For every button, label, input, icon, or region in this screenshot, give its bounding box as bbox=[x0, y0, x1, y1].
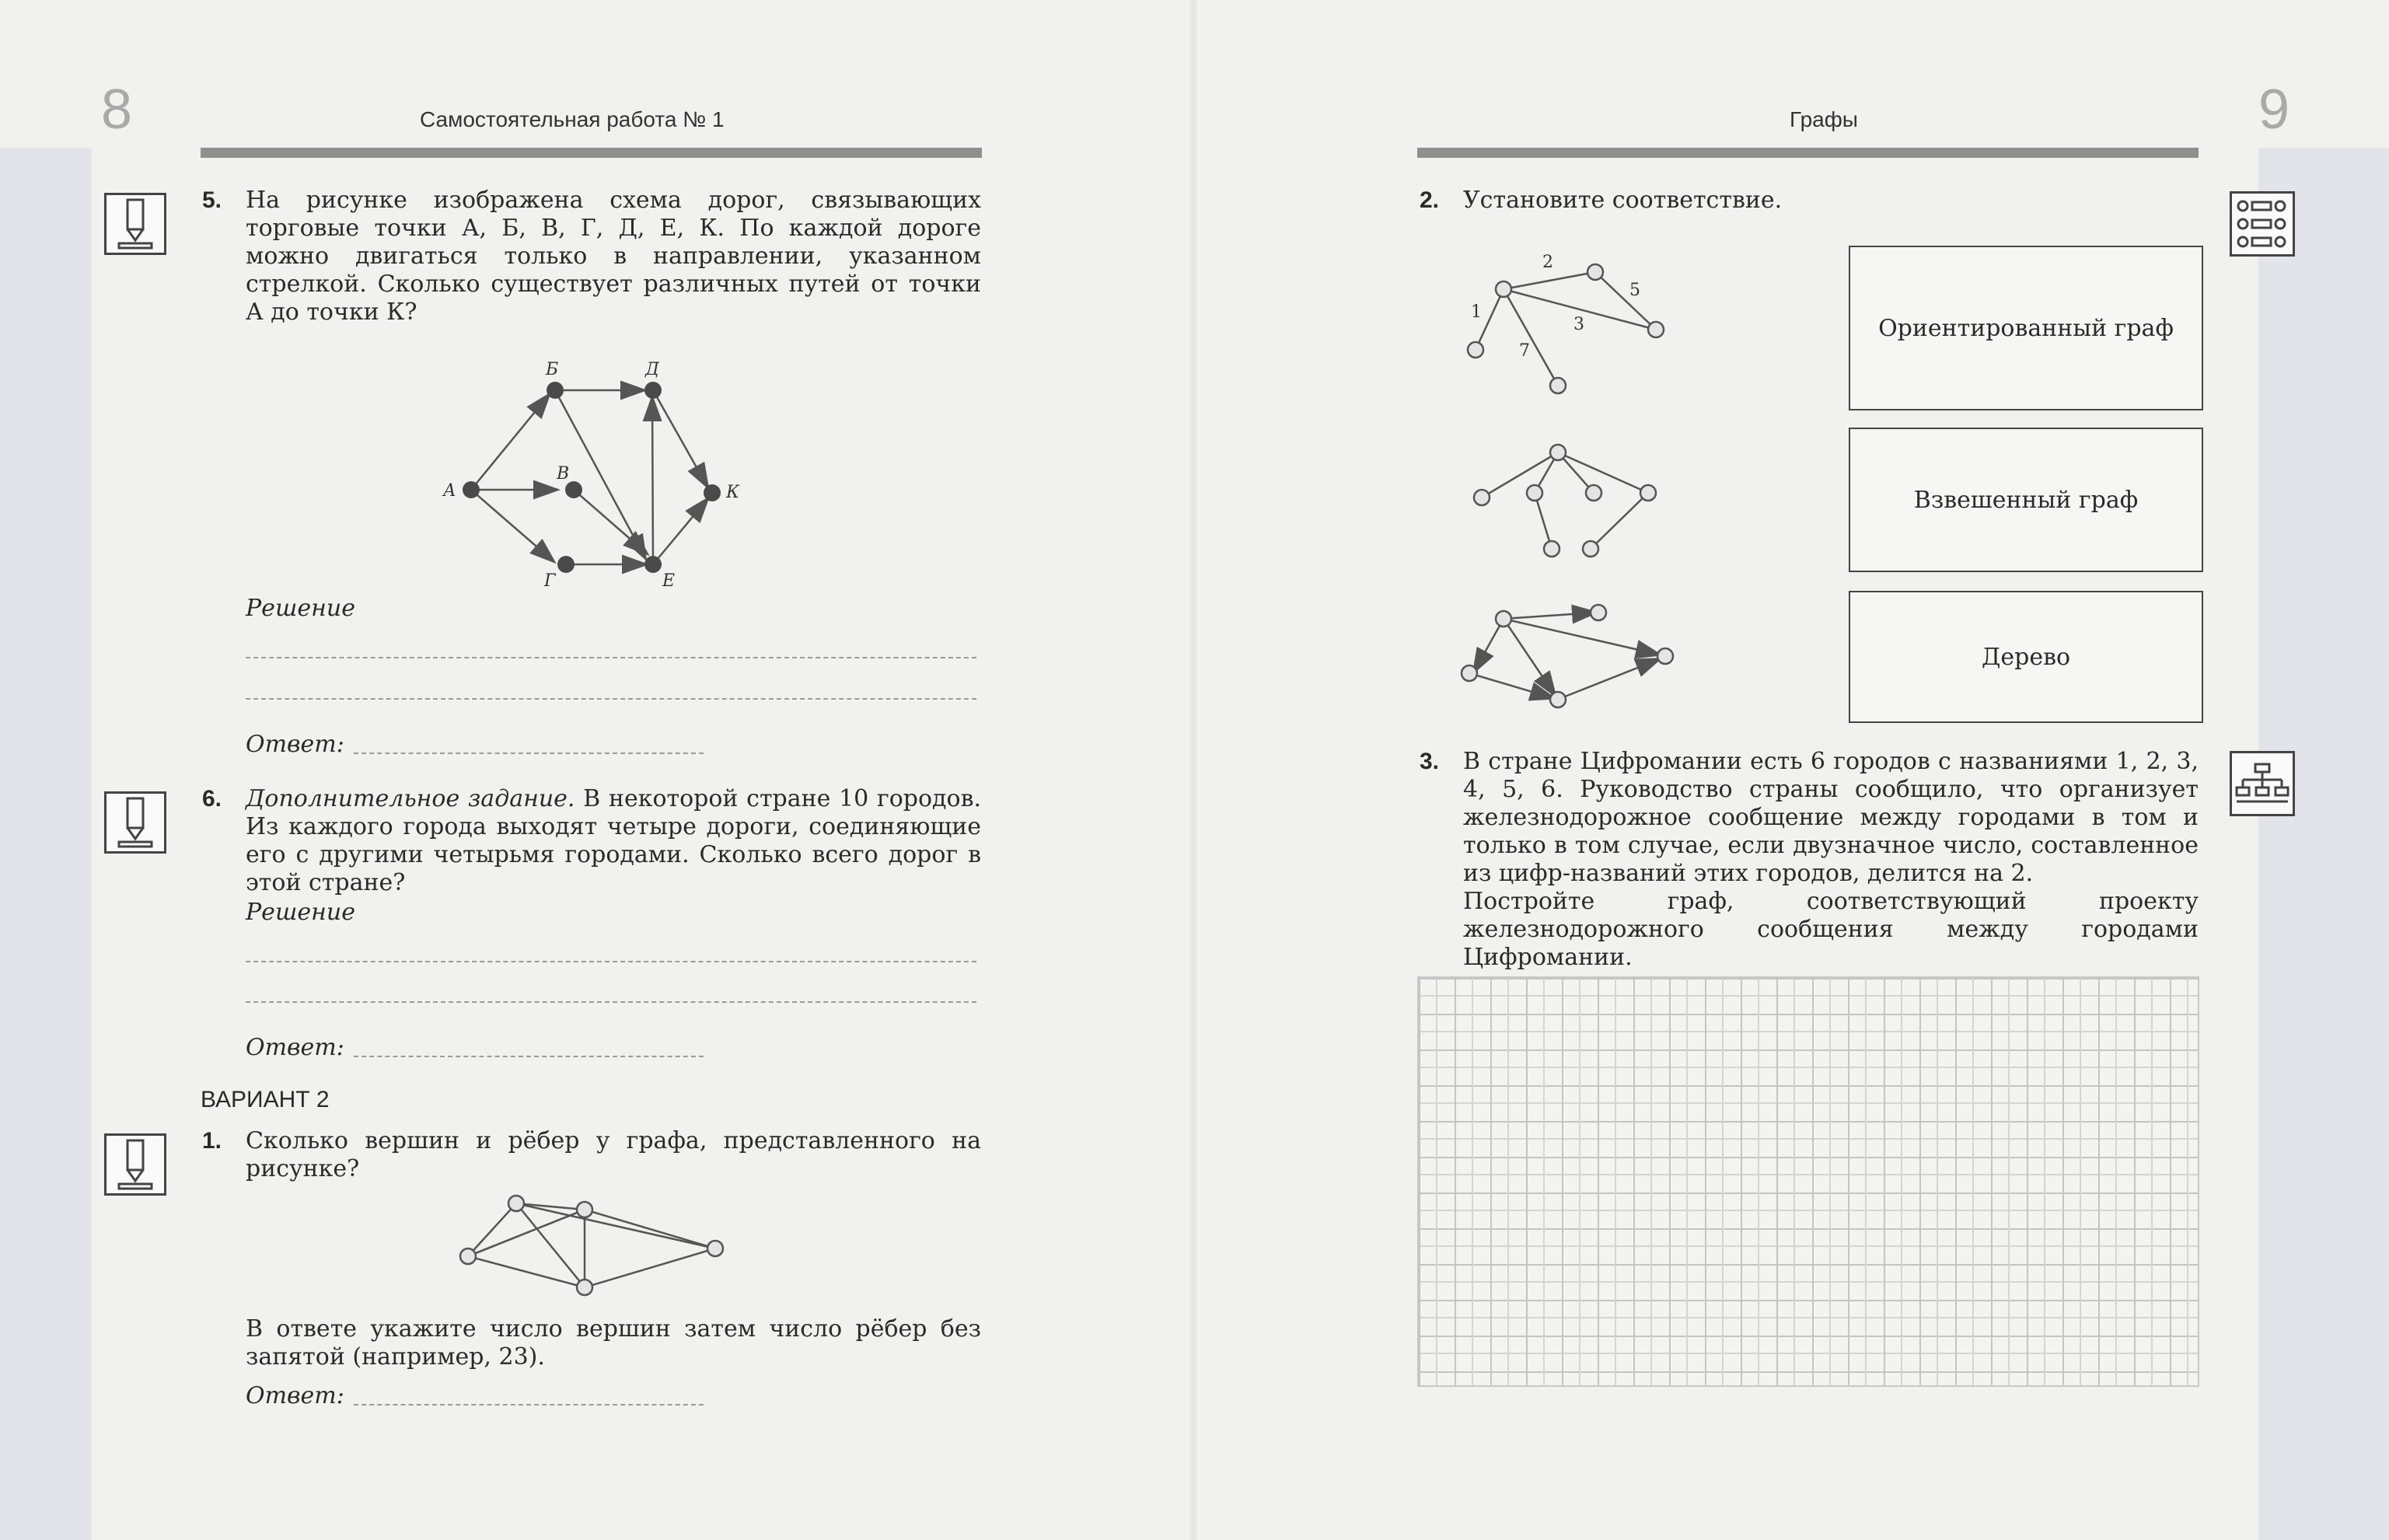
pencil-task-icon bbox=[104, 193, 166, 255]
node-label-G: Г bbox=[544, 571, 556, 591]
solution-line bbox=[246, 961, 976, 962]
node-label-B: Б bbox=[546, 360, 559, 379]
task-5-number: 5. bbox=[202, 187, 222, 213]
weight-label: 1 bbox=[1471, 302, 1482, 322]
node-label-A: А bbox=[443, 481, 456, 501]
variant-2-task-1-answer-label: Ответ: bbox=[246, 1382, 344, 1409]
option-directed-graph[interactable]: Ориентированный граф bbox=[1849, 246, 2203, 410]
node-label-E: Е bbox=[662, 571, 676, 591]
variant-title: ВАРИАНТ 2 bbox=[201, 1087, 330, 1112]
task-3-text-2: Постройте граф, соответствующий проекту железнодорожного сообщения между городами Цифромании. bbox=[1463, 888, 2199, 971]
road-scheme-diagram bbox=[420, 350, 762, 599]
node-B bbox=[547, 382, 564, 399]
weight-label: 5 bbox=[1629, 281, 1640, 300]
page-header-left: Самостоятельная работа № 1 bbox=[420, 107, 725, 131]
task-2-number: 2. bbox=[1420, 187, 1440, 213]
node-A bbox=[463, 481, 480, 498]
graph-vertex bbox=[508, 1196, 524, 1211]
option-weighted-graph[interactable]: Взвешенный граф bbox=[1849, 428, 2203, 572]
option-tree[interactable]: Дерево bbox=[1849, 591, 2203, 723]
task-5-answer-label: Ответ: bbox=[246, 731, 344, 758]
task-6-text: В некоторой стране 10 городов. Из каждого города выходят четыре дороги, соединяющие его с другими четырьмя городами. Сколько всего дорог в этой стране? bbox=[246, 785, 981, 896]
node-label-K: К bbox=[726, 483, 740, 502]
page-spread-gutter bbox=[1189, 0, 1197, 1540]
task-5-solution-label: Решение bbox=[246, 595, 355, 622]
node-label-D: Д bbox=[645, 360, 659, 379]
task-3-text: В стране Цифромании есть 6 городов с названиями 1, 2, 3, 4, 5, 6. Руководство страны сообщило, что организует железнодорожное сообщение между городами в том и только в том случае, если двузначное число, составленное из цифр-названий этих городов, делится на 2. bbox=[1463, 748, 2199, 887]
page-number-right: 9 bbox=[2258, 79, 2290, 141]
graph-vertex bbox=[577, 1280, 592, 1295]
task-5 bbox=[202, 187, 981, 327]
weight-label: 3 bbox=[1573, 315, 1584, 334]
solution-line bbox=[246, 1001, 976, 1003]
task-6-answer-label: Ответ: bbox=[246, 1034, 344, 1061]
variant-2-task-1-note: В ответе укажите число вершин затем число рёбер без запятой (например, 23). bbox=[246, 1315, 981, 1371]
weight-label: 2 bbox=[1542, 253, 1553, 272]
directed-graph-figure bbox=[1454, 599, 1679, 715]
left-margin-shade bbox=[0, 148, 92, 1540]
task-5-text: На рисунке изображена схема дорог, связывающих торговые точки А, Б, В, Г, Д, Е, К. По каждой дороге можно двигаться только в направлении, указанном стрелкой. Сколько существует различных путей от точки А до точки К? bbox=[246, 187, 981, 326]
pencil-task-icon bbox=[104, 791, 166, 854]
page-header-right: Графы bbox=[1790, 107, 1858, 131]
task-6-lead: Дополнительное задание. bbox=[246, 785, 575, 812]
task-3 bbox=[1420, 748, 2199, 972]
solution-line bbox=[246, 698, 976, 700]
build-graph-task-icon bbox=[2230, 751, 2295, 816]
node-V bbox=[565, 481, 582, 498]
variant-2-task-1 bbox=[202, 1127, 981, 1183]
pencil-task-icon bbox=[104, 1133, 166, 1196]
task-6 bbox=[202, 785, 981, 897]
task-5-answer-field[interactable] bbox=[354, 753, 704, 754]
right-margin-shade bbox=[2258, 148, 2389, 1540]
task-2 bbox=[1420, 187, 2194, 215]
variant-2-task-1-number: 1. bbox=[202, 1128, 222, 1154]
header-rule-right bbox=[1417, 148, 2199, 158]
node-G bbox=[557, 556, 575, 573]
task-6-answer-field[interactable] bbox=[354, 1056, 704, 1057]
node-K bbox=[704, 484, 721, 501]
variant-2-task-1-answer-field[interactable] bbox=[354, 1404, 704, 1406]
matching-task-icon bbox=[2230, 191, 2295, 257]
node-E bbox=[644, 556, 662, 573]
task-6-solution-label: Решение bbox=[246, 899, 355, 926]
weighted-graph-figure bbox=[1454, 249, 1671, 404]
task-2-text: Установите соответствие. bbox=[1463, 187, 1783, 214]
node-D bbox=[644, 382, 662, 399]
drawing-grid[interactable] bbox=[1417, 976, 2199, 1387]
page-number-left: 8 bbox=[101, 79, 133, 141]
solution-line bbox=[246, 657, 976, 658]
graph-count-diagram bbox=[459, 1189, 739, 1306]
variant-2-task-1-text: Сколько вершин и рёбер у графа, представленного на рисунке? bbox=[246, 1127, 981, 1182]
task-3-number: 3. bbox=[1420, 749, 1440, 774]
graph-vertex bbox=[460, 1248, 476, 1264]
node-label-V: В bbox=[557, 464, 570, 484]
tree-graph-figure bbox=[1462, 435, 1671, 560]
graph-vertex bbox=[707, 1241, 723, 1256]
weight-label: 7 bbox=[1519, 341, 1530, 361]
header-rule-left bbox=[201, 148, 982, 158]
task-6-number: 6. bbox=[202, 786, 222, 812]
graph-vertex bbox=[577, 1202, 592, 1217]
